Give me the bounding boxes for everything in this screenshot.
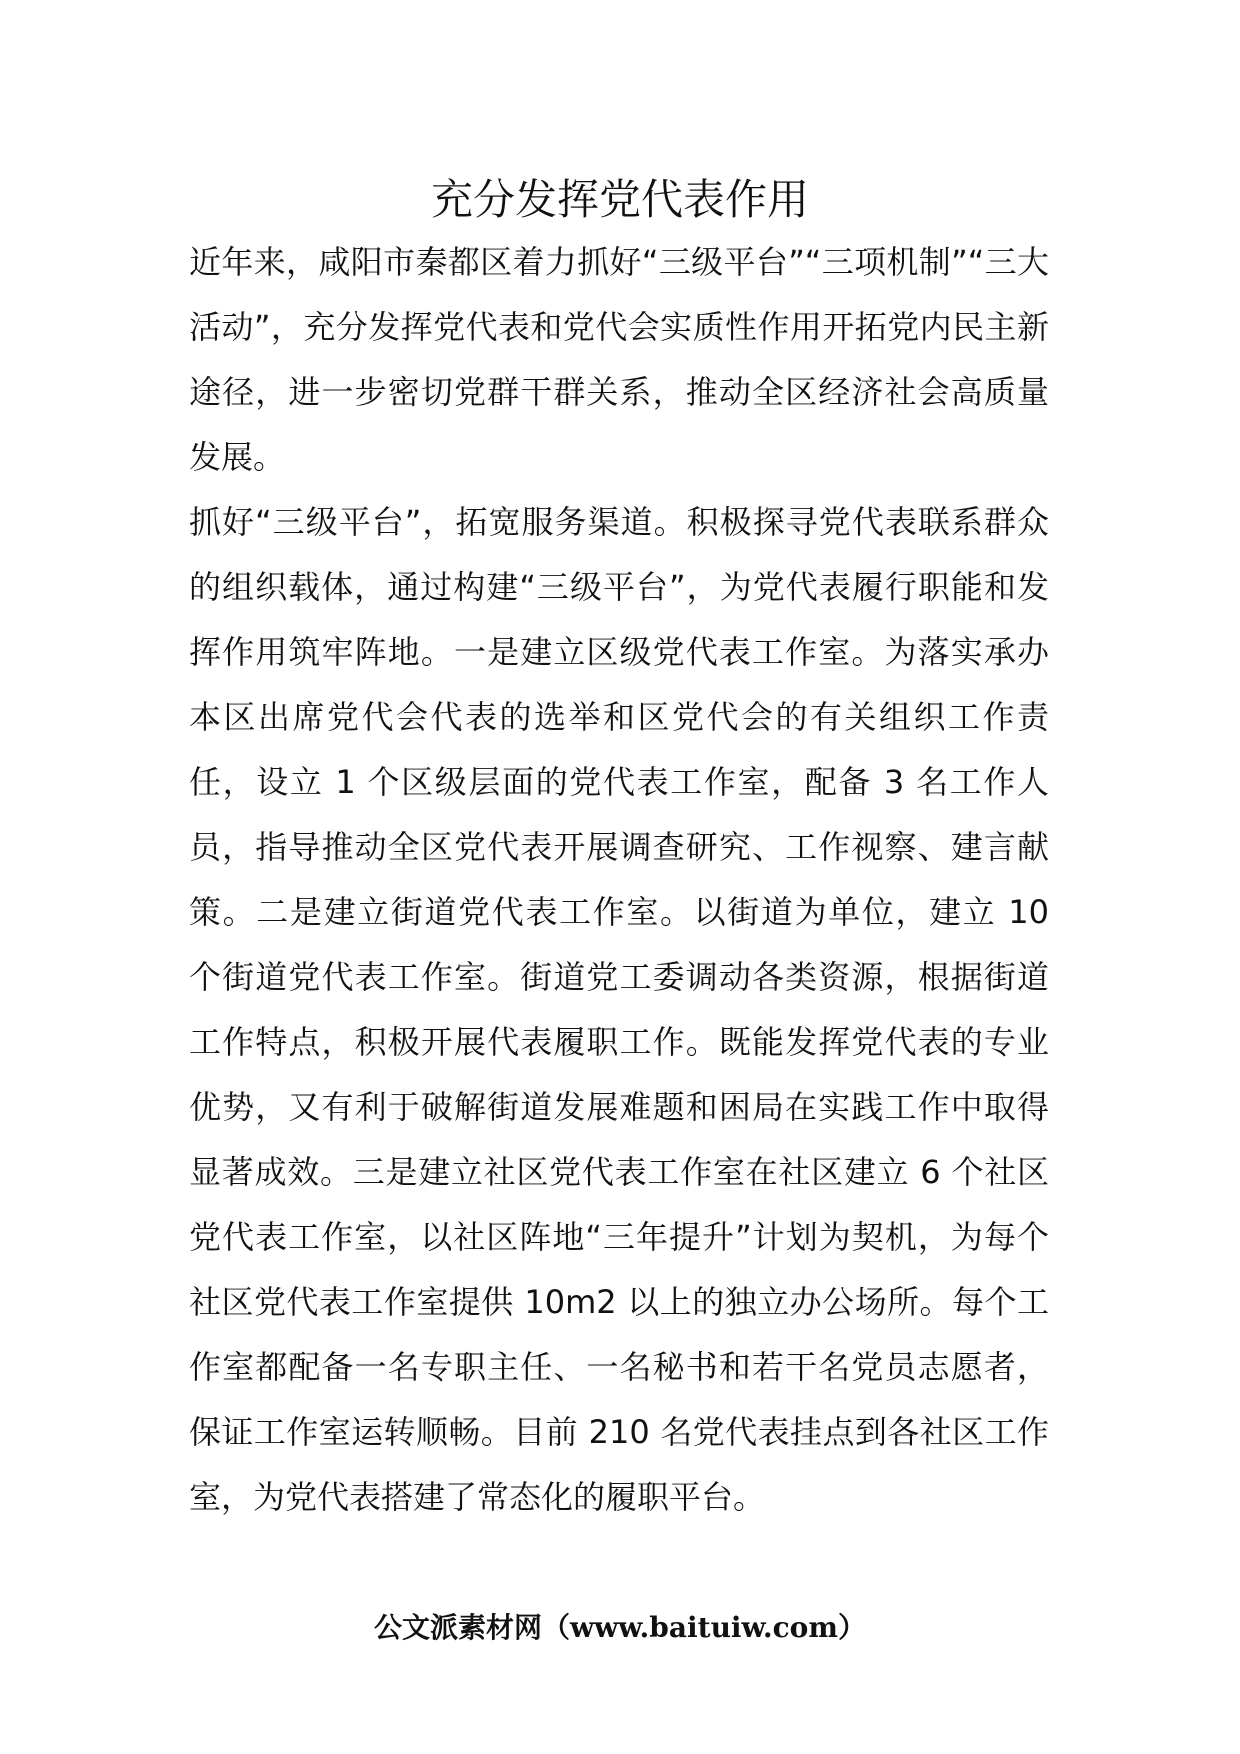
- document-body: [189, 230, 1049, 1530]
- document-title: 充分发挥党代表作用: [430, 175, 809, 224]
- paragraph-intro: 近年来，咸阳市秦都区着力抓好“三级平台”“三项机制”“三大活动”，充分发挥党代表和党代会实质性作用开拓党内民主新途径，进一步密切党群干群关系，推动全区经济社会高质量发展。: [189, 243, 1049, 476]
- paragraph-three-level-platform: 抓好“三级平台”，拓宽服务渠道。积极探寻党代表联系群众的组织载体，通过构建“三级平台”，为党代表履行职能和发挥作用筑牢阵地。一是建立区级党代表工作室。为落实承办本区出席党代会代表的选举和区党代会的有关组织工作责任，设立 1 个区级层面的党代表工作室，配备 3 名工作人员，指导推动全区党代表开展调查研究、工作视察、建言献策。二是建立街道党代表工作室。以街道为单位，建立 10 个街道党代表工作室。街道党工委调动各类资源，根据街道工作特点，积极开展代表履职工作。既能发挥党代表的专业优势，又有利于破解街道发展难题和困局在实践工作中取得显著成效。三是建立社区党代表工作室在社区建立 6 个社区党代表工作室，以社区阵地“三年提升”计划为契机，为每个社区党代表工作室提供 10m2 以上的独立办公场所。每个工作室都配备一名专职主任、一名秘书和若干名党员志愿者，保证工作室运转顺畅。目前 210 名党代表挂点到各社区工作室，为党代表搭建了常态化的履职平台。: [189, 503, 1049, 1516]
- watermark-footer: 公文派素材网（www.baituiw.com）: [374, 1611, 866, 1644]
